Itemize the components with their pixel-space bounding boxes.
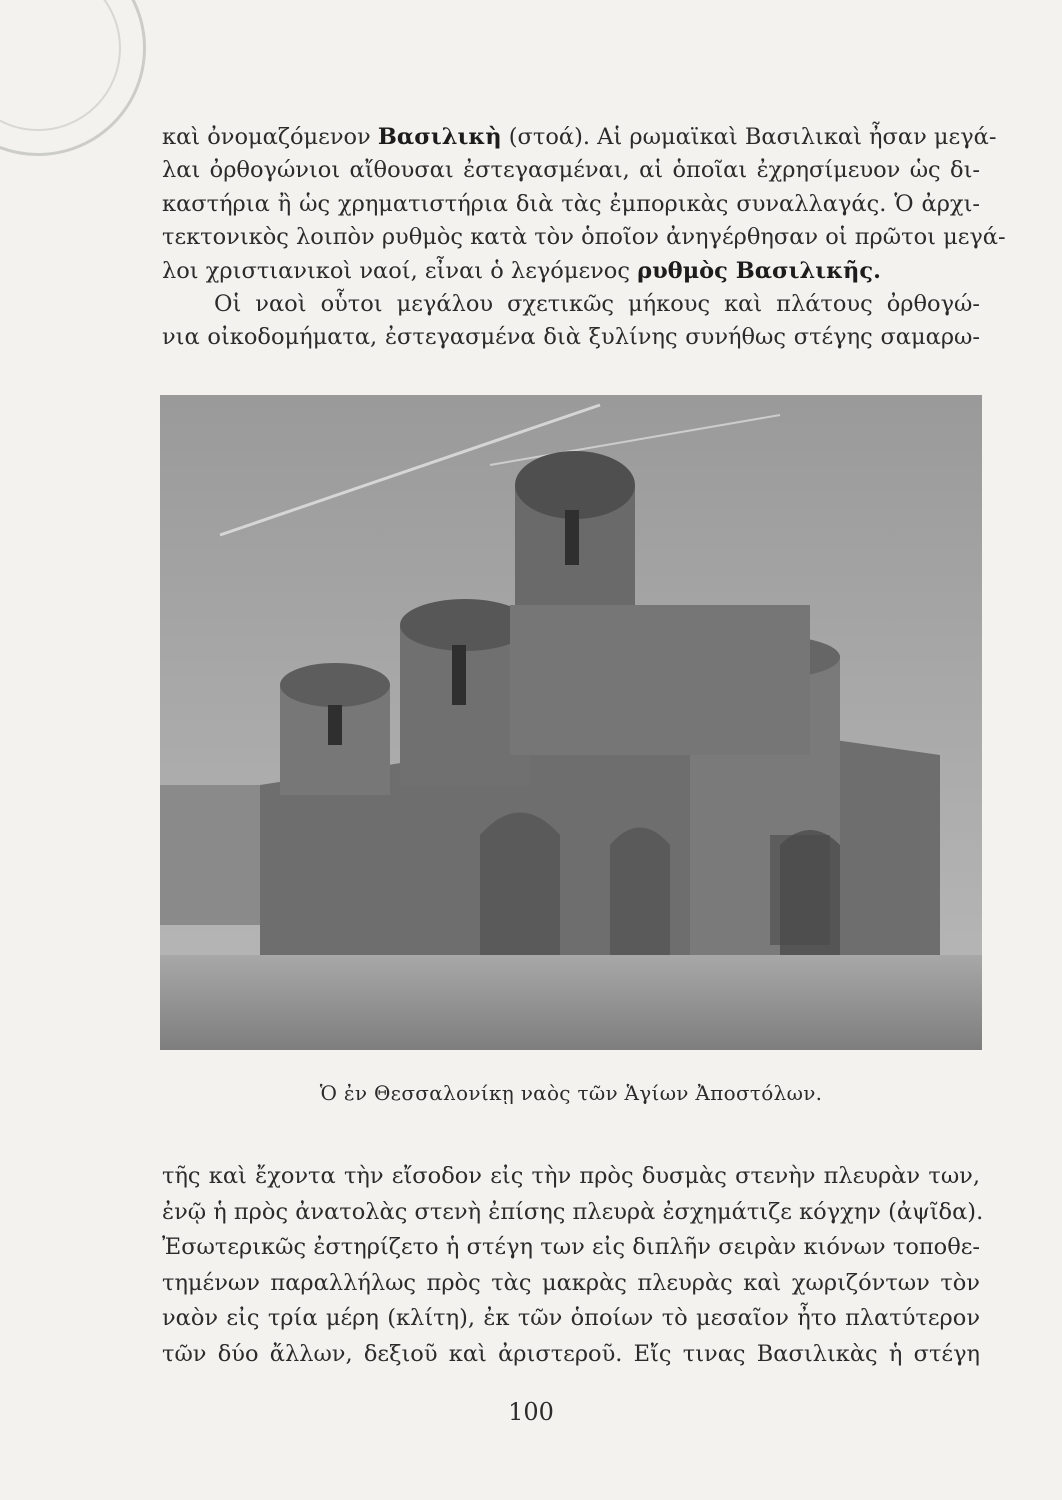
bold-term: ρυθμὸς Βασιλικῆς. xyxy=(637,257,881,284)
bottom-paragraph xyxy=(162,1159,984,1372)
page-number: 100 xyxy=(508,1398,554,1426)
text-line: τεκτονικὸς λοιπὸν ρυθμὸς κατὰ τὸν ὁποῖον ἀνηγέρθησαν οἱ πρῶτοι μεγά- xyxy=(162,224,1006,251)
text-line: Ἐσωτερικῶς ἐστηρίζετο ἡ στέγη των εἰς διπλῆν σειρὰν κιόνων τοποθε- xyxy=(162,1234,980,1260)
text-line: ἐνῷ ἡ πρὸς ἀνατολὰς στενὴ ἐπίσης πλευρὰ ἐσχημάτιζε κόγχην (ἀψῖδα). xyxy=(162,1198,984,1225)
church-photograph xyxy=(160,395,982,1050)
text-line: Οἱ ναοὶ οὗτοι μεγάλου σχετικῶς μήκους καὶ πλάτους ὀρθογώ- xyxy=(214,291,980,318)
church-illustration xyxy=(160,395,982,1050)
text-line: λοι χριστιανικοὶ ναοί, εἶναι ὁ λεγόμενος ρυθμὸς Βασιλικῆς. xyxy=(162,257,881,284)
text-line: καὶ ὀνομαζόμενον Βασιλικὴ (στοά). Αἱ ρωμαϊκαὶ Βασιλικαὶ ἦσαν μεγά- xyxy=(162,124,997,150)
text-line: τῶν δύο ἄλλων, δεξιοῦ καὶ ἀριστεροῦ. Εἴς τινας Βασιλικὰς ἡ στέγη xyxy=(162,1340,980,1367)
text-line: καστήρια ἢ ὡς χρηματιστήρια διὰ τὰς ἐμπορικὰς συναλλαγάς. Ὁ ἀρχι- xyxy=(162,190,980,217)
text-line: τημένων παραλλήλως πρὸς τὰς μακρὰς πλευρὰς καὶ χωριζόντων τὸν xyxy=(162,1269,980,1296)
photo-caption: Ὁ ἐν Θεσσαλονίκῃ ναὸς τῶν Ἁγίων Ἀποστόλων. xyxy=(319,1081,823,1105)
text-line: τῆς καὶ ἔχοντα τὴν εἴσοδον εἰς τὴν πρὸς δυσμὰς στενὴν πλευρὰν των, xyxy=(162,1163,980,1189)
bold-term: Βασιλικὴ xyxy=(377,124,502,150)
text-line: νια οἰκοδομήματα, ἐστεγασμένα διὰ ξυλίνης συνήθως στέγης σαμαρω- xyxy=(162,324,980,351)
text-line: λαι ὀρθογώνιοι αἴθουσαι ἐστεγασμέναι, αἱ ὁποῖαι ἐχρησίμευον ὡς δι- xyxy=(162,157,980,184)
top-paragraph xyxy=(162,121,1006,355)
library-stamp xyxy=(0,0,146,156)
text-line: ναὸν εἰς τρία μέρη (κλίτη), ἐκ τῶν ὁποίων τὸ μεσαῖον ἦτο πλατύτερον xyxy=(162,1305,980,1331)
